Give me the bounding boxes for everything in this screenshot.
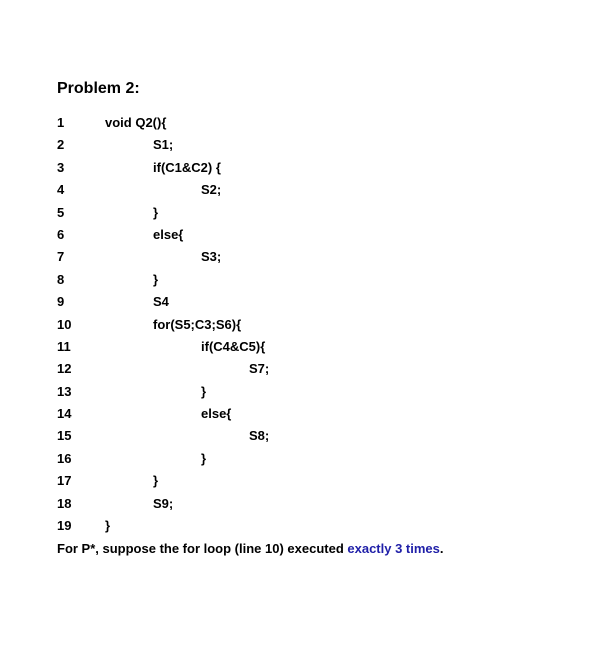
code-line <box>57 518 577 540</box>
line-number: 13 <box>57 383 72 399</box>
code-text: else{ <box>153 226 184 242</box>
code-text: S9; <box>153 495 174 511</box>
line-number: 19 <box>57 518 72 534</box>
code-line <box>57 182 577 204</box>
code-text: else{ <box>201 406 232 422</box>
code-text: } <box>105 518 111 534</box>
code-line <box>57 160 577 182</box>
footer-prefix: For P*, suppose the for loop (line 10) executed <box>57 541 348 556</box>
line-number: 11 <box>57 338 71 354</box>
code-text: } <box>201 383 207 399</box>
code-text: S3; <box>201 249 222 265</box>
footer-suffix: . <box>439 541 444 556</box>
line-number: 5 <box>57 204 65 220</box>
line-number: 2 <box>57 137 65 153</box>
code-text: S7; <box>249 361 270 377</box>
line-number: 16 <box>57 450 72 466</box>
code-line <box>57 361 577 383</box>
code-line <box>57 473 577 495</box>
code-text: } <box>201 450 207 466</box>
line-number: 1 <box>57 115 65 130</box>
code-listing <box>57 115 577 540</box>
footer-note <box>57 541 444 557</box>
code-text: } <box>153 473 159 489</box>
code-line <box>57 317 577 339</box>
code-text: if(C4&C5){ <box>201 338 266 354</box>
code-line <box>57 406 577 428</box>
code-text: if(C1&C2) { <box>153 159 221 175</box>
line-number: 10 <box>57 316 72 332</box>
code-text: S2; <box>201 182 222 198</box>
line-number: 14 <box>57 406 72 422</box>
code-line <box>57 384 577 406</box>
code-line <box>57 115 577 137</box>
code-line <box>57 496 577 518</box>
line-number: 9 <box>57 294 65 310</box>
problem-title: Problem 2: <box>57 80 140 97</box>
line-number: 6 <box>57 226 65 242</box>
code-line <box>57 451 577 473</box>
code-text: } <box>153 271 159 287</box>
code-line <box>57 339 577 361</box>
line-number: 4 <box>57 182 65 198</box>
code-line <box>57 249 577 271</box>
line-number: 17 <box>57 473 72 489</box>
code-text: S8; <box>249 428 270 444</box>
footer-emphasis: exactly 3 times <box>347 541 440 556</box>
line-number: 15 <box>57 428 72 444</box>
line-number: 7 <box>57 249 65 265</box>
code-line <box>57 137 577 159</box>
code-line <box>57 227 577 249</box>
line-number: 8 <box>57 271 65 287</box>
code-line <box>57 205 577 227</box>
code-text: S1; <box>153 137 174 153</box>
code-text: void Q2(){ <box>105 115 167 130</box>
code-line <box>57 294 577 316</box>
line-number: 18 <box>57 495 72 511</box>
code-text: for(S5;C3;S6){ <box>153 316 242 332</box>
code-text: S4 <box>153 294 169 310</box>
line-number: 12 <box>57 361 72 377</box>
code-text: } <box>153 204 159 220</box>
code-line <box>57 272 577 294</box>
code-line <box>57 428 577 450</box>
line-number: 3 <box>57 159 65 175</box>
